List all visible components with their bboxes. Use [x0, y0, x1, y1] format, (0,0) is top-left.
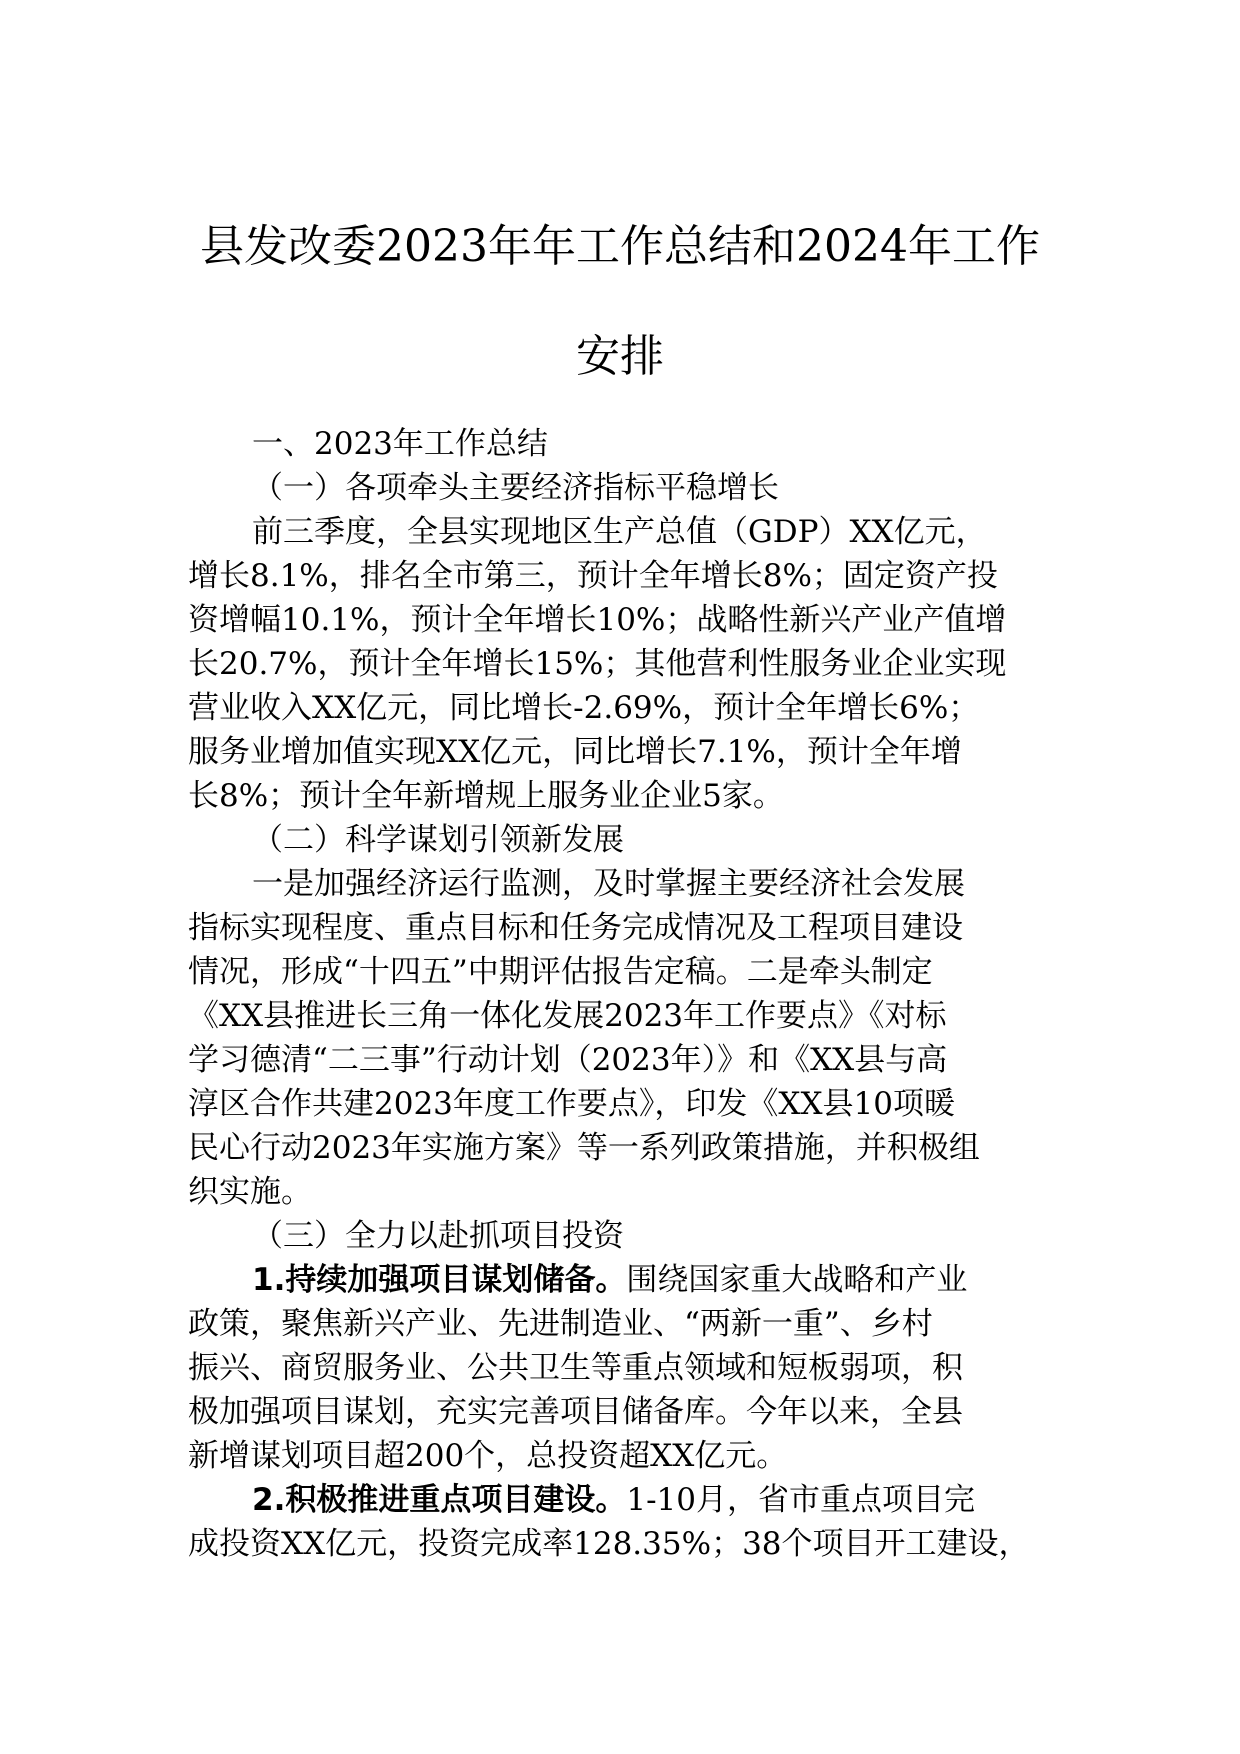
- paragraph-line: [188, 1522, 1068, 1566]
- line-text: 围绕国家重大战略和产业: [626, 1262, 968, 1298]
- paragraph-line: [188, 642, 1068, 686]
- line-text: 成投资XX亿元，投资完成率128.35%；38个项目开工建设，: [188, 1526, 1030, 1562]
- title-line-1: 县发改委2023年年工作总结和2024年工作: [200, 221, 1040, 272]
- line-text: 一、2023年工作总结: [252, 426, 548, 462]
- paragraph-line: [188, 994, 1068, 1038]
- paragraph-line: [188, 862, 1068, 906]
- line-text: （二）科学谋划引领新发展: [252, 822, 624, 858]
- document-title: [140, 192, 1100, 412]
- paragraph-line: [188, 1346, 1068, 1390]
- paragraph-line: [188, 1434, 1068, 1478]
- line-text: 情况，形成“十四五”中期评估报告定稿。二是牵头制定: [188, 954, 933, 990]
- paragraph-line: [188, 422, 1068, 466]
- line-text: 《XX县推进长三角一体化发展2023年工作要点》《对标: [188, 998, 947, 1034]
- title-line-2: 安排: [576, 331, 664, 382]
- line-text: （三）全力以赴抓项目投资: [252, 1218, 624, 1254]
- paragraph-line: [188, 1478, 1068, 1522]
- line-text: 营业收入XX亿元，同比增长-2.69%，预计全年增长6%；: [188, 690, 980, 726]
- line-text: 指标实现程度、重点目标和任务完成情况及工程项目建设: [188, 910, 963, 946]
- paragraph-line: [188, 906, 1068, 950]
- paragraph-line: [188, 598, 1068, 642]
- line-text: 织实施。: [188, 1174, 312, 1210]
- paragraph-line: [188, 818, 1068, 862]
- document-body: [188, 422, 1068, 1566]
- line-text: 新增谋划项目超200个，总投资超XX亿元。: [188, 1438, 788, 1474]
- paragraph-line: [188, 1302, 1068, 1346]
- paragraph-line: [188, 950, 1068, 994]
- paragraph-line: [188, 1214, 1068, 1258]
- paragraph-line: [188, 510, 1068, 554]
- line-text: 民心行动2023年实施方案》等一系列政策措施，并积极组: [188, 1130, 980, 1166]
- line-text: 淳区合作共建2023年度工作要点》，印发《XX县10项暖: [188, 1086, 955, 1122]
- line-text: 前三季度，全县实现地区生产总值（GDP）XX亿元，: [252, 514, 987, 550]
- bold-lead-text: 1.持续加强项目谋划储备。: [252, 1262, 627, 1298]
- line-text: （一）各项牵头主要经济指标平稳增长: [252, 470, 779, 506]
- line-text: 长20.7%，预计全年增长15%；其他营利性服务业企业实现: [188, 646, 1007, 682]
- paragraph-line: [188, 1126, 1068, 1170]
- paragraph-line: [188, 686, 1068, 730]
- line-text: 振兴、商贸服务业、公共卫生等重点领域和短板弱项，积: [188, 1350, 963, 1386]
- line-text: 政策，聚焦新兴产业、先进制造业、“两新一重”、乡村: [188, 1306, 933, 1342]
- line-text: 极加强项目谋划，充实完善项目储备库。今年以来，全县: [188, 1394, 963, 1430]
- paragraph-line: [188, 1038, 1068, 1082]
- bold-lead-text: 2.积极推进重点项目建设。: [252, 1482, 627, 1518]
- line-text: 增长8.1%，排名全市第三，预计全年增长8%；固定资产投: [188, 558, 998, 594]
- paragraph-line: [188, 1258, 1068, 1302]
- paragraph-line: [188, 730, 1068, 774]
- paragraph-line: [188, 1390, 1068, 1434]
- paragraph-line: [188, 554, 1068, 598]
- paragraph-line: [188, 466, 1068, 510]
- paragraph-line: [188, 1170, 1068, 1214]
- line-text: 资增幅10.1%，预计全年增长10%；战略性新兴产业产值增: [188, 602, 1007, 638]
- paragraph-line: [188, 774, 1068, 818]
- line-text: 长8%；预计全年新增规上服务业企业5家。: [188, 778, 784, 814]
- line-text: 1-10月，省市重点项目完: [626, 1482, 976, 1518]
- line-text: 服务业增加值实现XX亿元，同比增长7.1%，预计全年增: [188, 734, 962, 770]
- line-text: 学习德清“二三事”行动计划（2023年）》和《XX县与高: [188, 1042, 948, 1078]
- line-text: 一是加强经济运行监测，及时掌握主要经济社会发展: [252, 866, 965, 902]
- paragraph-line: [188, 1082, 1068, 1126]
